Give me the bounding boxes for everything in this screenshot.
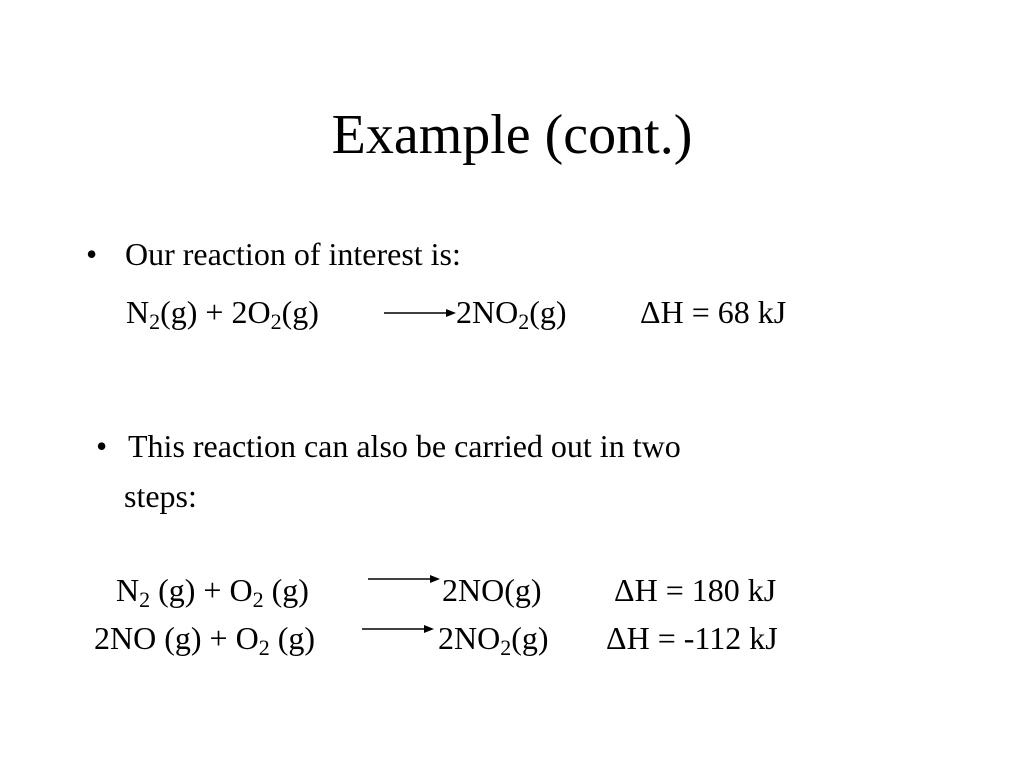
step-1-enthalpy: ΔH = 180 kJ — [614, 572, 777, 608]
bullet-2-line-1: This reaction can also be carried out in two — [128, 428, 681, 464]
step-1-product: 2NO(g) — [442, 572, 542, 608]
step-2-equation — [94, 616, 834, 660]
bullet-marker: • — [86, 236, 98, 272]
step-2-enthalpy: ΔH = -112 kJ — [606, 620, 778, 656]
slide-title: Example (cont.) — [331, 104, 693, 166]
bullet-marker: • — [96, 428, 108, 464]
step-1-reactants: $N_2$ $(g) + O_2$ (g) — [116, 572, 309, 612]
main-eq-enthalpy: ΔH = 68 kJ — [640, 294, 787, 330]
reaction-arrow-icon — [384, 306, 456, 320]
bullet-1 — [86, 232, 686, 276]
main-equation — [126, 290, 846, 334]
step-1-equation — [116, 568, 836, 612]
bullet-2 — [96, 424, 856, 520]
reaction-arrow-icon — [368, 572, 440, 586]
bullet-2-line-2: steps: — [124, 478, 197, 514]
main-eq-reactants: $N_2(g) + 2O_2(g)$ — [126, 294, 319, 334]
step-2-reactants: 2NO $(g) + O_2$ (g) — [94, 620, 315, 660]
bullet-1-text: Our reaction of interest is: — [125, 236, 461, 272]
step-2-product: $2NO_2(g)$ — [438, 620, 549, 660]
main-eq-product: $2NO_2(g)$ — [456, 294, 567, 334]
reaction-arrow-icon — [362, 622, 434, 636]
